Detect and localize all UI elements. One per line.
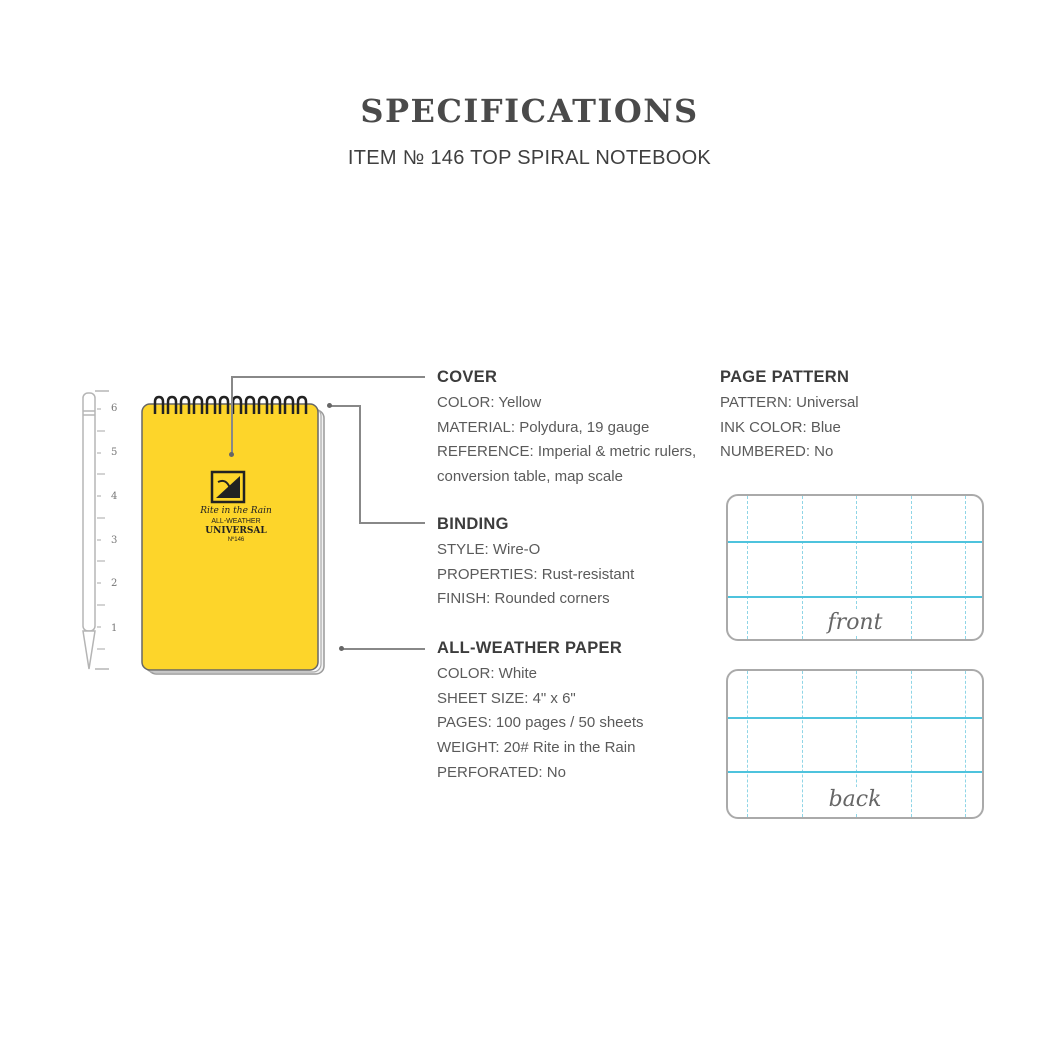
back-rule-2 — [728, 771, 982, 773]
page-pattern-heading: PAGE PATTERN — [720, 368, 850, 386]
paper-color: COLOR: White — [437, 665, 538, 682]
binding-section — [437, 515, 634, 612]
binding-properties: PROPERTIES: Rust-resistant — [437, 565, 635, 583]
binding-finish: FINISH: Rounded corners — [437, 590, 610, 608]
front-rule-2 — [728, 596, 982, 598]
paper-leader-dot — [339, 646, 344, 651]
page-pattern-section — [720, 368, 859, 465]
cover-reference-cont: conversion table, map scale — [437, 468, 623, 486]
binding-leader-horizontal-bottom — [359, 522, 425, 524]
cover-reference: REFERENCE: Imperial & metric rulers, — [437, 443, 697, 461]
cover-color: COLOR: Yellow — [437, 394, 542, 411]
binding-leader-dot — [327, 403, 332, 408]
ruler-mark-1: 1 — [111, 623, 118, 634]
cover-leader-horizontal — [231, 376, 425, 378]
front-rule-1 — [728, 541, 982, 543]
ruler-mark-5: 5 — [111, 447, 118, 458]
back-rule-1 — [728, 717, 982, 719]
paper-section — [437, 639, 644, 786]
binding-leader-horizontal-top — [330, 405, 360, 407]
cover-section — [437, 368, 696, 490]
binding-style: STYLE: Wire-O — [437, 541, 541, 558]
ruler-mark-4: 4 — [111, 491, 118, 502]
front-label: front — [728, 610, 982, 635]
paper-heading: ALL-WEATHER PAPER — [437, 639, 623, 657]
cover-material: MATERIAL: Polydura, 19 gauge — [437, 418, 650, 436]
ruler-mark-2: 2 — [111, 578, 118, 589]
binding-leader-vertical — [359, 405, 361, 523]
pattern-ink-color: INK COLOR: Blue — [720, 418, 841, 436]
pencil-ruler-illustration — [75, 385, 125, 675]
back-label: back — [728, 787, 982, 812]
paper-perforated: PERFORATED: No — [437, 763, 566, 781]
page-title: SPECIFICATIONS — [360, 92, 699, 130]
notebook-universal-label: UNIVERSAL — [205, 526, 267, 536]
paper-pages: PAGES: 100 pages / 50 sheets — [437, 714, 644, 732]
front-page-pattern-card — [726, 494, 984, 641]
notebook-brand-script: Rite in the Rain — [200, 506, 272, 516]
cover-leader-vertical — [231, 376, 233, 454]
pattern-type: PATTERN: Universal — [720, 394, 859, 411]
back-page-pattern-card — [726, 669, 984, 819]
ruler-mark-6: 6 — [111, 403, 118, 414]
paper-sheet-size: SHEET SIZE: 4" x 6" — [437, 689, 576, 707]
pattern-numbered: NUMBERED: No — [720, 443, 834, 461]
notebook-allweather-label: ALL-WEATHER — [211, 518, 261, 525]
notebook-number-label: Nº146 — [227, 537, 245, 543]
binding-heading: BINDING — [437, 515, 509, 533]
paper-leader — [342, 648, 425, 650]
ruler-mark-3: 3 — [111, 535, 118, 546]
cover-leader-dot — [229, 452, 234, 457]
paper-weight: WEIGHT: 20# Rite in the Rain — [437, 739, 636, 757]
page-subtitle: ITEM № 146 TOP SPIRAL NOTEBOOK — [347, 147, 712, 169]
cover-heading: COVER — [437, 368, 498, 386]
